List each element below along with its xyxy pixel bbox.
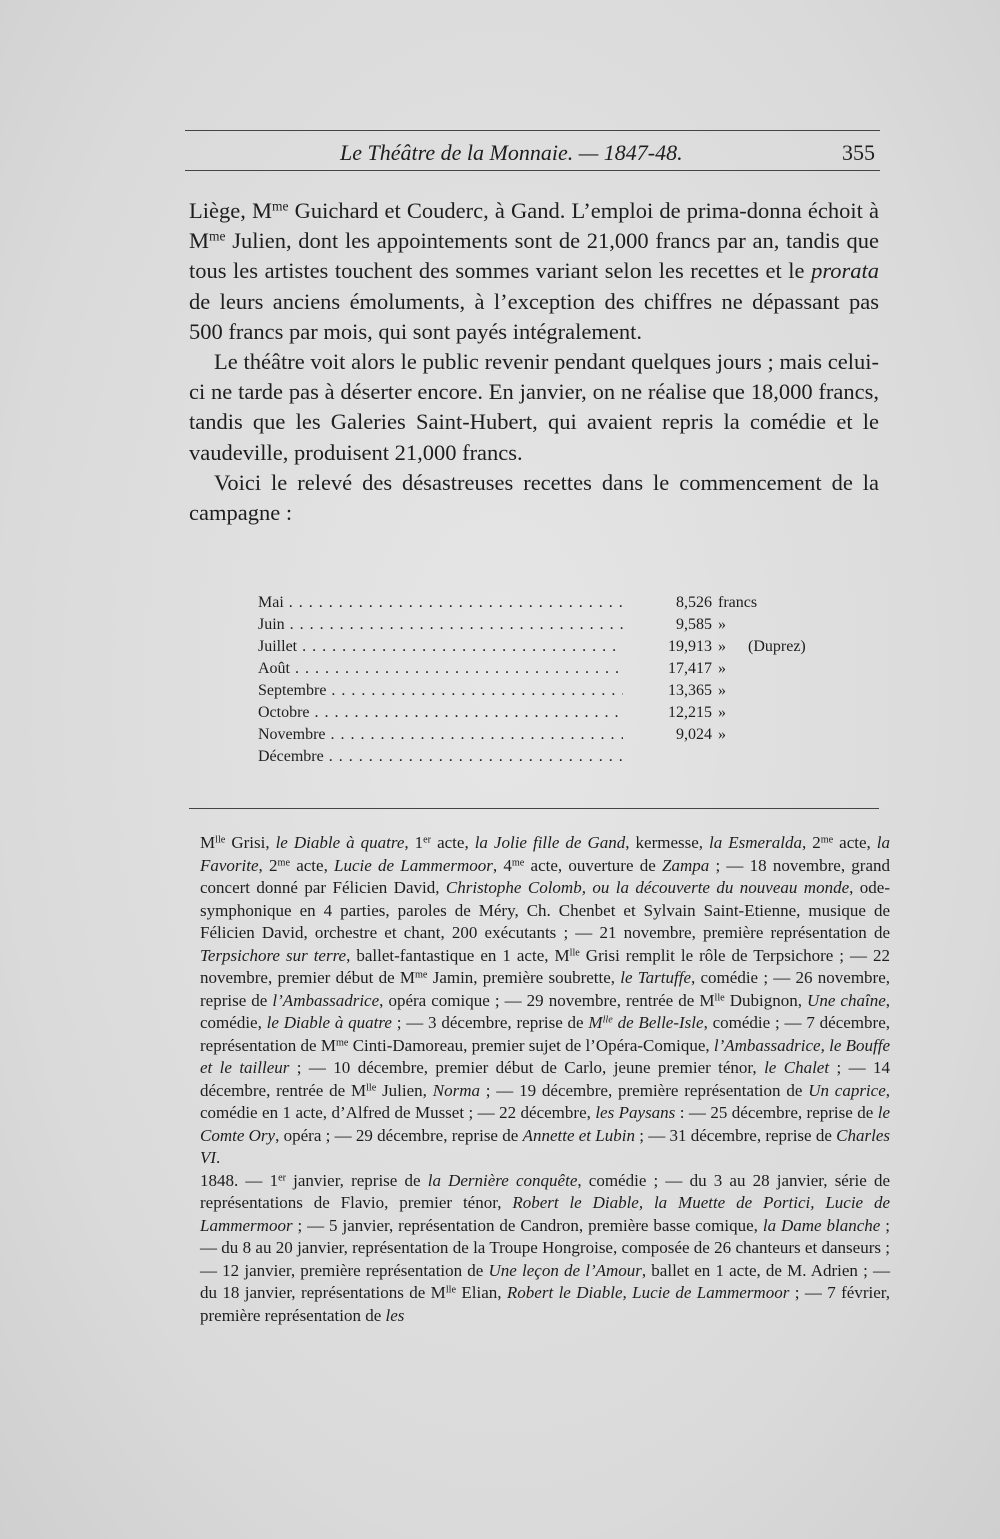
fn-text: , ballet en 1 acte, de M. Adrien ; — du 18 janvier, représentations de M [200,1260,890,1302]
p1-text-e: de leurs anciens émoluments, à l’exception des chiffres ne dépassant pas 500 francs par mois, qui sont payés intégralement. [189,288,879,344]
fn-text: Grisi remplit le rôle de Terpsichore ; — 22 novembre, premier début de M [200,945,890,987]
footnote-paragraph-1848 [200,1170,890,1328]
fn-sup: er [278,1171,286,1183]
fn-text: , 2 [801,833,821,852]
receipt-row [258,658,878,680]
fn-text: , comédie en 1 acte, d’Alfred de Musset ; — 22 décembre, [200,1080,890,1122]
fn-title: Un caprice [808,1080,886,1100]
receipt-month: Septembre . . . [258,680,623,702]
fn-sup: er [423,834,432,846]
fn-title: les Paysans [595,1103,676,1122]
fn-title: l’Ambassadrice [272,990,380,1010]
fn-sup: me [511,856,525,868]
fn-text: ; — 19 décembre, première représentation de [479,1080,809,1100]
footnote-rule [189,808,879,809]
receipt-month: Novembre . . . [258,724,623,746]
p1-text-b: Guichard et Couderc, à Gand. L’emploi de prima-donna échoit à M [189,198,879,254]
fn-text: acte, [289,855,335,875]
fn-text: Julien, [376,1080,433,1100]
page-number: 355 [842,140,875,165]
header-rule-bottom [185,170,880,171]
receipt-month: Août . . . [258,658,623,680]
receipt-amount: 9,585 [676,616,712,633]
fn-text: , ode-symphonique en 4 parties, paroles de Méry, Ch. Chenbet et Sylvain Saint-Etienne, musique de Félicien David, orchestre et chant, 200 exécutants ; — 21 novembre, première représentation de [200,878,890,942]
fn-title: Zampa [662,855,710,875]
fn-title: Christophe Colomb, ou la découverte du nouveau monde [445,878,850,897]
fn-title: Une leçon de l’Amour [488,1260,642,1280]
fn-title: Terpsichore sur terre [200,945,347,965]
receipt-unit: » [718,682,726,699]
fn-text: , 2 [258,855,278,875]
fn-title: le Chalet [764,1058,830,1077]
fn-sup: me [335,1036,349,1048]
fn-text: ; — 31 décembre, reprise de [634,1125,837,1145]
fn-text: Grisi, [225,833,276,852]
fn-text: Jamin, première soubrette, [427,968,621,987]
running-header [185,136,880,166]
fn-text: , opéra comique ; — 29 novembre, rentrée de M [379,990,715,1010]
receipt-unit: » [718,704,726,721]
fn-text: ; — 7 février, première représentation de [200,1283,890,1325]
receipt-unit: » [718,616,726,633]
paragraph-3: Voici le relevé des désastreuses recettes dans le commencement de la campagne : [189,469,879,526]
fn-text: ; — du 8 au 20 janvier, représentation de la Troupe Hongroise, composée de 26 chanteurs et danseurs ; — 12 janvier, première représentation de [200,1215,890,1280]
fn-text: Elian, [456,1283,507,1302]
receipt-unit: » [718,726,726,743]
fn-title: la Esmeralda [709,833,802,852]
receipt-row [258,680,878,702]
fn-text: . [216,1148,221,1167]
fn-title: M [588,1013,603,1032]
fn-title: l’Ambassadrice, le Bouffe et le tailleur [200,1035,891,1077]
fn-title: Robert le Diable, la Muette de Portici, Lucie de Lammermoor [200,1193,890,1235]
p1-sup-a: me [272,198,289,214]
footnote-paragraph-1847 [200,832,890,1170]
header-rule-top [185,130,880,131]
receipt-row [258,592,878,614]
fn-title: la Dame blanche [762,1215,881,1235]
receipt-amount: 12,215 [668,704,712,721]
fn-sup: lle [569,946,580,958]
paragraph-2: Le théâtre voit alors le public revenir pendant quelques jours ; mais celui-ci ne tarde pas à déserter encore. En janvier, on ne réalise que 18,000 francs, tandis que les Galeries Saint-Hubert, qui avaient repris la comédie et le vaudeville, produisent 21,000 francs. [189,349,879,465]
fn-text: Cinti-Damoreau, premier sujet de l’Opéra-Comique, [348,1035,714,1055]
fn-text: M [200,833,216,852]
fn-sup: lle [445,1284,456,1296]
fn-text: acte, ouverture de [524,855,662,875]
fn-text: ; — 3 décembre, reprise de [391,1013,589,1032]
fn-text: , opéra ; — 29 décembre, reprise de [275,1125,523,1145]
body-text [189,196,879,528]
fn-text: acte, [833,833,877,852]
fn-title: le Diable à quatre [275,833,405,852]
receipt-unit: » [718,660,726,677]
receipt-amount: 8,526 [676,594,712,611]
fn-text: ; — 18 novembre, grand concert donné par Félicien David, [200,855,891,897]
fn-title: le Tartuffe [620,968,692,987]
fn-title: la Favorite [200,833,891,875]
fn-text: , 4 [492,855,512,875]
receipt-note: (Duprez) [748,638,806,655]
fn-title: de Belle-Isle [612,1013,704,1032]
receipt-month: Octobre . . . [258,702,623,724]
fn-title: le Comte Ory [200,1103,891,1145]
fn-title: la Jolie fille de Gand [474,833,626,852]
running-title: Le Théâtre de la Monnaie. — 1847-48. [340,140,683,165]
receipt-month: Décembre . . . [258,746,623,768]
fn-sup: lle [366,1081,377,1093]
fn-sup: lle [602,1014,613,1026]
fn-text: acte, [431,833,475,852]
receipt-amount: 13,365 [668,682,712,699]
fn-sup: me [277,856,290,868]
receipt-month: Mai . . . [258,592,623,614]
receipt-unit: » [718,638,726,655]
fn-title: Robert le Diable, Lucie de Lammermoor [506,1283,790,1302]
fn-title: Annette et Lubin [522,1125,635,1145]
p1-text-c: Julien, dont les appointements sont de 21,000 francs par an, tandis que tous les artistes touchent des sommes variant selon les recettes et le [189,228,879,284]
fn-text: , comédie ; — 26 novembre, reprise de [200,968,891,1010]
receipt-amount: 17,417 [668,660,712,677]
fn-text: : — 25 décembre, reprise de [675,1103,878,1122]
p1-text-a: Liège, M [189,198,272,223]
fn-title: Charles VI [200,1125,891,1167]
receipt-row [258,724,878,746]
p1-sup-b: me [209,228,226,244]
fn-sup: me [415,969,428,981]
fn-sup: lle [714,991,725,1003]
fn-text: , comédie ; — 7 décembre, représentation de M [200,1013,890,1055]
fn-title: le Diable à quatre [266,1013,392,1032]
p1-italic-prorata: prorata [811,258,879,284]
fn-text: ; — 5 janvier, représentation de Candron, première basse comique, [292,1215,763,1235]
receipt-row [258,636,878,658]
receipt-amount: 19,913 [668,638,712,655]
footnote [200,832,890,1327]
receipt-month: Juin . . . [258,614,623,636]
fn-text: , ballet-fantastique en 1 acte, M [346,945,570,965]
fn-text: , kermesse, [625,833,710,852]
receipt-row [258,746,878,768]
receipt-unit: francs [718,594,758,611]
receipt-row [258,614,878,636]
fn-text: , 1 [404,833,424,852]
receipt-row [258,702,878,724]
fn-title: la Dernière conquête [427,1170,578,1190]
fn-text: , comédie, [200,990,890,1032]
fn-sup: me [820,834,834,846]
receipt-amount: 9,024 [676,726,712,743]
fn-title: Norma [432,1080,480,1100]
fn-text: janvier, reprise de [286,1170,428,1190]
fn-title: les [385,1305,405,1325]
fn-title: Une chaîne [807,990,886,1010]
fn-sup: lle [215,834,226,846]
paragraph-1 [189,196,879,347]
fn-text: ; — 14 décembre, rentrée de M [200,1058,890,1100]
fn-text: , comédie ; — du 3 au 28 janvier, série de représentations de Flavio, premier ténor, [200,1170,890,1212]
receipt-month: Juillet . . . [258,636,623,658]
fn-text: ; — 10 décembre, premier début de Carlo, jeune premier ténor, [289,1058,765,1077]
fn-text: 1848. — 1 [200,1170,279,1190]
fn-text: Dubignon, [724,990,808,1010]
receipts-table [258,592,878,768]
fn-title: Lucie de Lammermoor [334,855,493,875]
